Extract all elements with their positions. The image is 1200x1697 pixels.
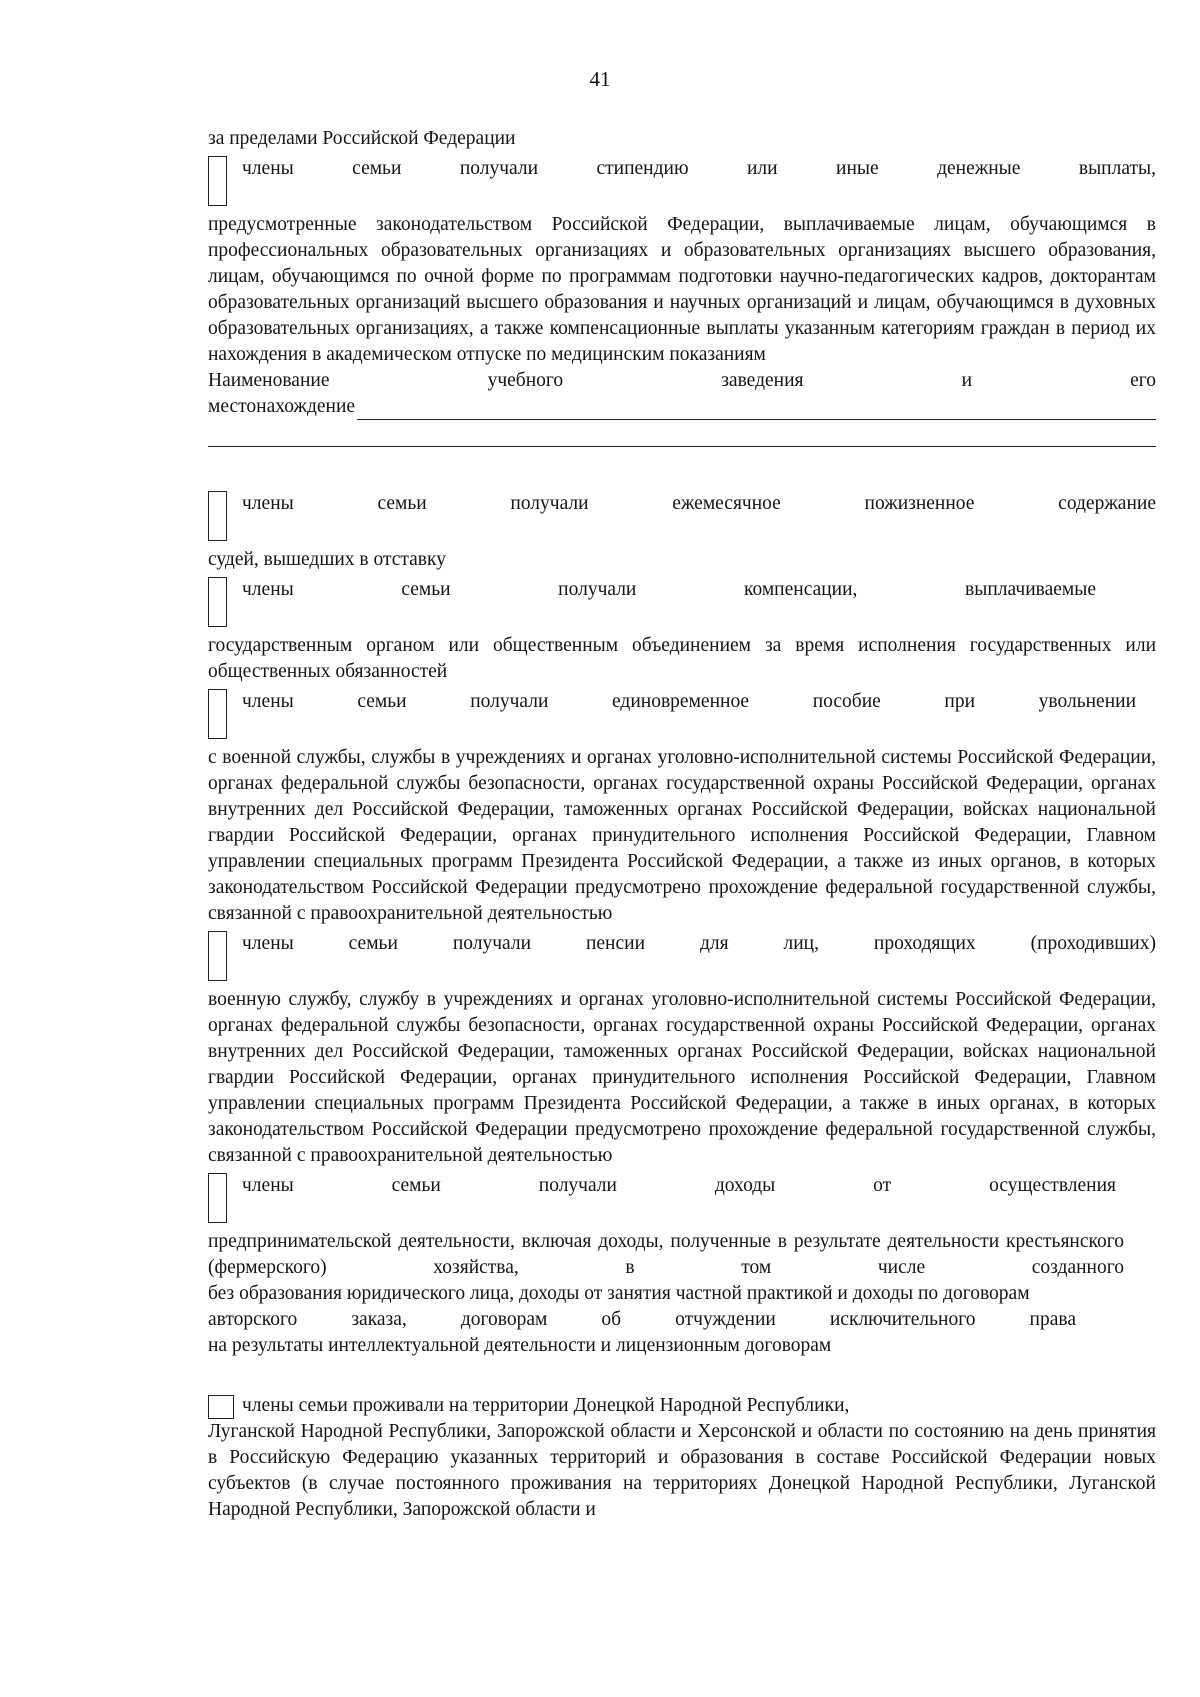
option-pension-label: члены семьи получали пенсии для лиц, проходящих (проходивших)	[242, 933, 1156, 954]
option-business-head	[208, 1173, 1156, 1229]
option-business-label: члены семьи получали доходы от осуществления	[242, 1175, 1116, 1196]
option-compensation	[208, 577, 1156, 685]
option-scholarship	[208, 156, 1156, 447]
option-dismissal-allowance	[208, 689, 1156, 927]
dismissal-allowance-checkbox[interactable]	[208, 689, 227, 739]
option-judges-label: члены семьи получали ежемесячное пожизненное содержание	[242, 493, 1156, 514]
institution-field-label: Наименование учебного заведения и его	[208, 370, 1156, 391]
option-judges-allowance	[208, 491, 1156, 573]
option-scholarship-text: предусмотренные законодательством Российской Федерации, выплачиваемые лицам, обучающимся в профессиональных образовательных организациях и образовательных организациях высшего образования, лицам, обучающимся по очной форме по программам подготовки научно-педагогических кадров, докторантам образовательных организаций высшего образования и научных организаций и лицам, обучающимся в духовных образовательных организациях, а также компенсационные выплаты указанным категориям граждан в период их нахождения в академическом отпуске по медицинским показаниям	[208, 214, 1156, 365]
option-scholarship-label: члены семьи получали стипендию или иные денежные выплаты,	[242, 158, 1156, 179]
option-scholarship-head	[208, 156, 1156, 212]
option-residence	[208, 1393, 1156, 1523]
institution-field-line-1[interactable]	[357, 397, 1156, 420]
option-residence-text: Луганской Народной Республики, Запорожской области и Херсонской и области по состоянию на день принятия в Российскую Федерацию указанных территорий и образования в составе Российской Федерации новых субъектов (в случае постоянного проживания на территориях Донецкой Народной Республики, Луганской Народной Республики, Запорожской области и	[208, 1421, 1156, 1520]
option-business-text-2: без образования юридического лица, доходы от занятия частной практикой и доходы по договорам	[208, 1283, 1030, 1304]
location-label: местонахождение	[208, 396, 356, 417]
option-judges-head	[208, 491, 1156, 547]
compensation-checkbox[interactable]	[208, 577, 227, 627]
residence-checkbox[interactable]	[208, 1395, 234, 1419]
option-residence-head	[208, 1393, 1156, 1433]
page-number: 41	[589, 67, 611, 91]
option-pension-text: военную службу, службу в учреждениях и органах уголовно-исполнительной системы Российской Федерации, органах федеральной службы безопасности, органах государственной охраны Российской Федерации, органах внутренних дел Российской Федерации, таможенных органах Российской Федерации, войсках национальной гвардии Российской Федерации, органах принудительного исполнения Российской Федерации, Главном управлении специальных программ Президента Российской Федерации, а также в иных органах, в которых законодательством Российской Федерации предусмотрено прохождение федеральной государственной службы, связанной с правоохранительной деятельностью	[208, 989, 1156, 1166]
option-pension	[208, 931, 1156, 1169]
option-pension-head	[208, 931, 1156, 987]
option-residence-label: члены семьи проживали на территории Донецкой Народной Республики,	[242, 1395, 850, 1416]
option-business-text-1: предпринимательской деятельности, включая доходы, полученные в результате деятельности крестьянского (фермерского) хозяйства, в том числе созданного	[208, 1231, 1124, 1278]
institution-location-row	[208, 394, 1156, 420]
form-content	[208, 126, 1156, 1523]
option-compensation-text: государственным органом или общественным объединением за время исполнения государственных или общественных обязанностей	[208, 635, 1156, 682]
option-dismissal-text: с военной службы, службы в учреждениях и органах уголовно-исполнительной системы Российской Федерации, органах федеральной службы безопасности, органах государственной охраны Российской Федерации, органах внутренних дел Российской Федерации, таможенных органах Российской Федерации, войсках национальной гвардии Российской Федерации, органах принудительного исполнения Российской Федерации, Главном управлении специальных программ Президента Российской Федерации, а также из иных органов, в которых законодательством Российской Федерации предусмотрено прохождение федеральной государственной службы, связанной с правоохранительной деятельностью	[208, 747, 1156, 924]
option-dismissal-head	[208, 689, 1156, 745]
option-business-income	[208, 1173, 1156, 1359]
option-compensation-label: члены семьи получали компенсации, выплачиваемые	[242, 579, 1096, 600]
option-judges-text: судей, вышедших в отставку	[208, 549, 446, 570]
intro-line: за пределами Российской Федерации	[208, 128, 516, 149]
scholarship-checkbox[interactable]	[208, 156, 227, 206]
option-compensation-head	[208, 577, 1156, 633]
option-dismissal-label: члены семьи получали единовременное пособие при увольнении	[242, 691, 1136, 712]
judges-allowance-checkbox[interactable]	[208, 491, 227, 541]
business-income-checkbox[interactable]	[208, 1173, 227, 1223]
option-business-text-4: на результаты интеллектуальной деятельности и лицензионным договорам	[208, 1335, 832, 1356]
institution-field-line-2[interactable]	[208, 420, 1156, 447]
pension-checkbox[interactable]	[208, 931, 227, 981]
option-business-text-3: авторского заказа, договорам об отчуждении исключительного права	[208, 1309, 1076, 1330]
